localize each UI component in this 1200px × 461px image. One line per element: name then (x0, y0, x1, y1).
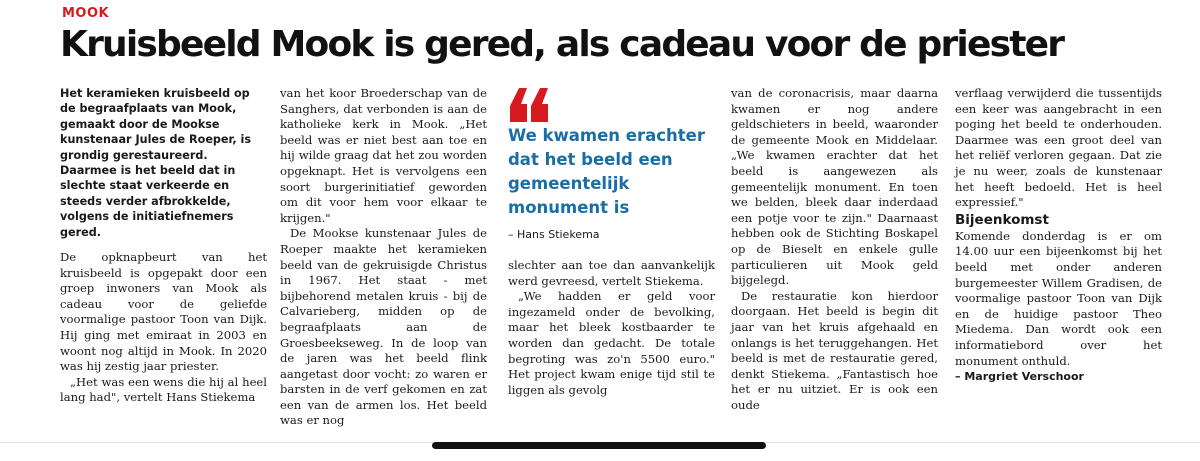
column-1 (60, 86, 267, 406)
column-2 (280, 86, 487, 429)
home-indicator[interactable] (432, 442, 766, 449)
paragraph: verflaag verwijderd die tussentijds een keer was aangebracht in een poging het beeld te onderhouden. Daarmee was een groot deel van het reliëf verloren gegaan. Dat zie je nu weer, zoals de kunstenaar het heeft bedoeld. Het is heel expressief." (955, 86, 1162, 210)
paragraph: De Mookse kunstenaar Jules de Roeper maakte het keramieken beeld van de gekruisigde Christus in 1967. Het staat - met bijbehorend metalen kruis - bij de Calvarieberg, midden op de begraafplaats aan de Groesbeekseweg. In de loop van de jaren was het beeld flink aangetast door vocht: zo waren er barsten in de verf gekomen en zat een van de armen los. Het beeld was er nog (280, 226, 487, 428)
column-5 (955, 86, 1162, 385)
kicker: MOOK (62, 6, 110, 21)
paragraph: „We hadden er geld voor ingezameld onder de bevolking, maar het bleek kostbaarder te worden dan gedacht. De totale begroting was zo'n 5500 euro." Het project kwam enige tijd stil te liggen als gevolg (508, 289, 715, 397)
subhead: Bijeenkomst (955, 211, 1049, 228)
paragraph: De opknapbeurt van het kruisbeeld is opgepakt door een groep inwoners van Mook als cadeau voor de geliefde voormalige pastoor Toon van Dijk. Hij ging met emiraat in 2003 en woont nog altijd in Mook. In 2020 was hij zestig jaar priester. (60, 250, 267, 374)
pull-quote (508, 88, 715, 241)
column-3 (508, 258, 715, 398)
paragraph: De restauratie kon hierdoor doorgaan. Het beeld is begin dit jaar van het kruis afgehaald en onlangs is het teruggehangen. Het beeld is met de restauratie gered, denkt Stiekema. „Fantastisch hoe het er nu uitziet. Er is ook een oude (731, 288, 938, 412)
lede: Het keramieken kruisbeeld op de begraafplaats van Mook, gemaakt door de Mookse kunstenaar Jules de Roeper, is grondig gerestaureerd. Daarmee is het beeld dat in slechte staat verkeerde en steeds verder afbrokkelde, volgens de initiatiefnemers gered. (60, 87, 252, 239)
headline: Kruisbeeld Mook is gered, als cadeau voor de priester (60, 24, 1064, 65)
byline: – Margriet Verschoor (955, 370, 1084, 384)
paragraph: slechter aan toe dan aanvankelijk werd gevreesd, vertelt Stiekema. (508, 258, 715, 288)
paragraph: „Het was een wens die hij al heel lang had", vertelt Hans Stiekema (60, 374, 267, 405)
paragraph: van de coronacrisis, maar daarna kwamen er nog andere geldschieters in beeld, waaronder de gemeente Mook en Middelaar. „We kwamen erachter dat het beeld is aangewezen als gemeentelijk monument. En toen we belden, bleek daar inderdaad een potje voor te zijn." Daarnaast hebben ook de Stichting Boskapel op de Bieselt en enkele gulle particulieren uit Mook geld bijgelegd. (731, 86, 938, 288)
quote-mark-icon (508, 88, 550, 122)
paragraph: van het koor Broederschap van de Sanghers, dat verbonden is aan de katholieke kerk in Mook. „Het beeld was er niet best aan toe en hij wilde graag dat het zou worden opgeknapt. Het is vervolgens een soort burgerinitiatief geworden om dit voor hem voor elkaar te krijgen." (280, 86, 487, 225)
quote-author: – Hans Stiekema (508, 228, 600, 241)
paragraph: Komende donderdag is er om 14.00 uur een bijeenkomst bij het beeld met onder anderen burgemeester Willem Gradisen, de voormalige pastoor Toon van Dijk en de huidige pastoor Theo Miedema. Dan wordt ook een informatiebord over het monument onthuld. (955, 228, 1162, 368)
quote-text: We kwamen erachter dat het beeld een gemeentelijk monument is (508, 126, 705, 217)
column-4 (731, 86, 938, 413)
